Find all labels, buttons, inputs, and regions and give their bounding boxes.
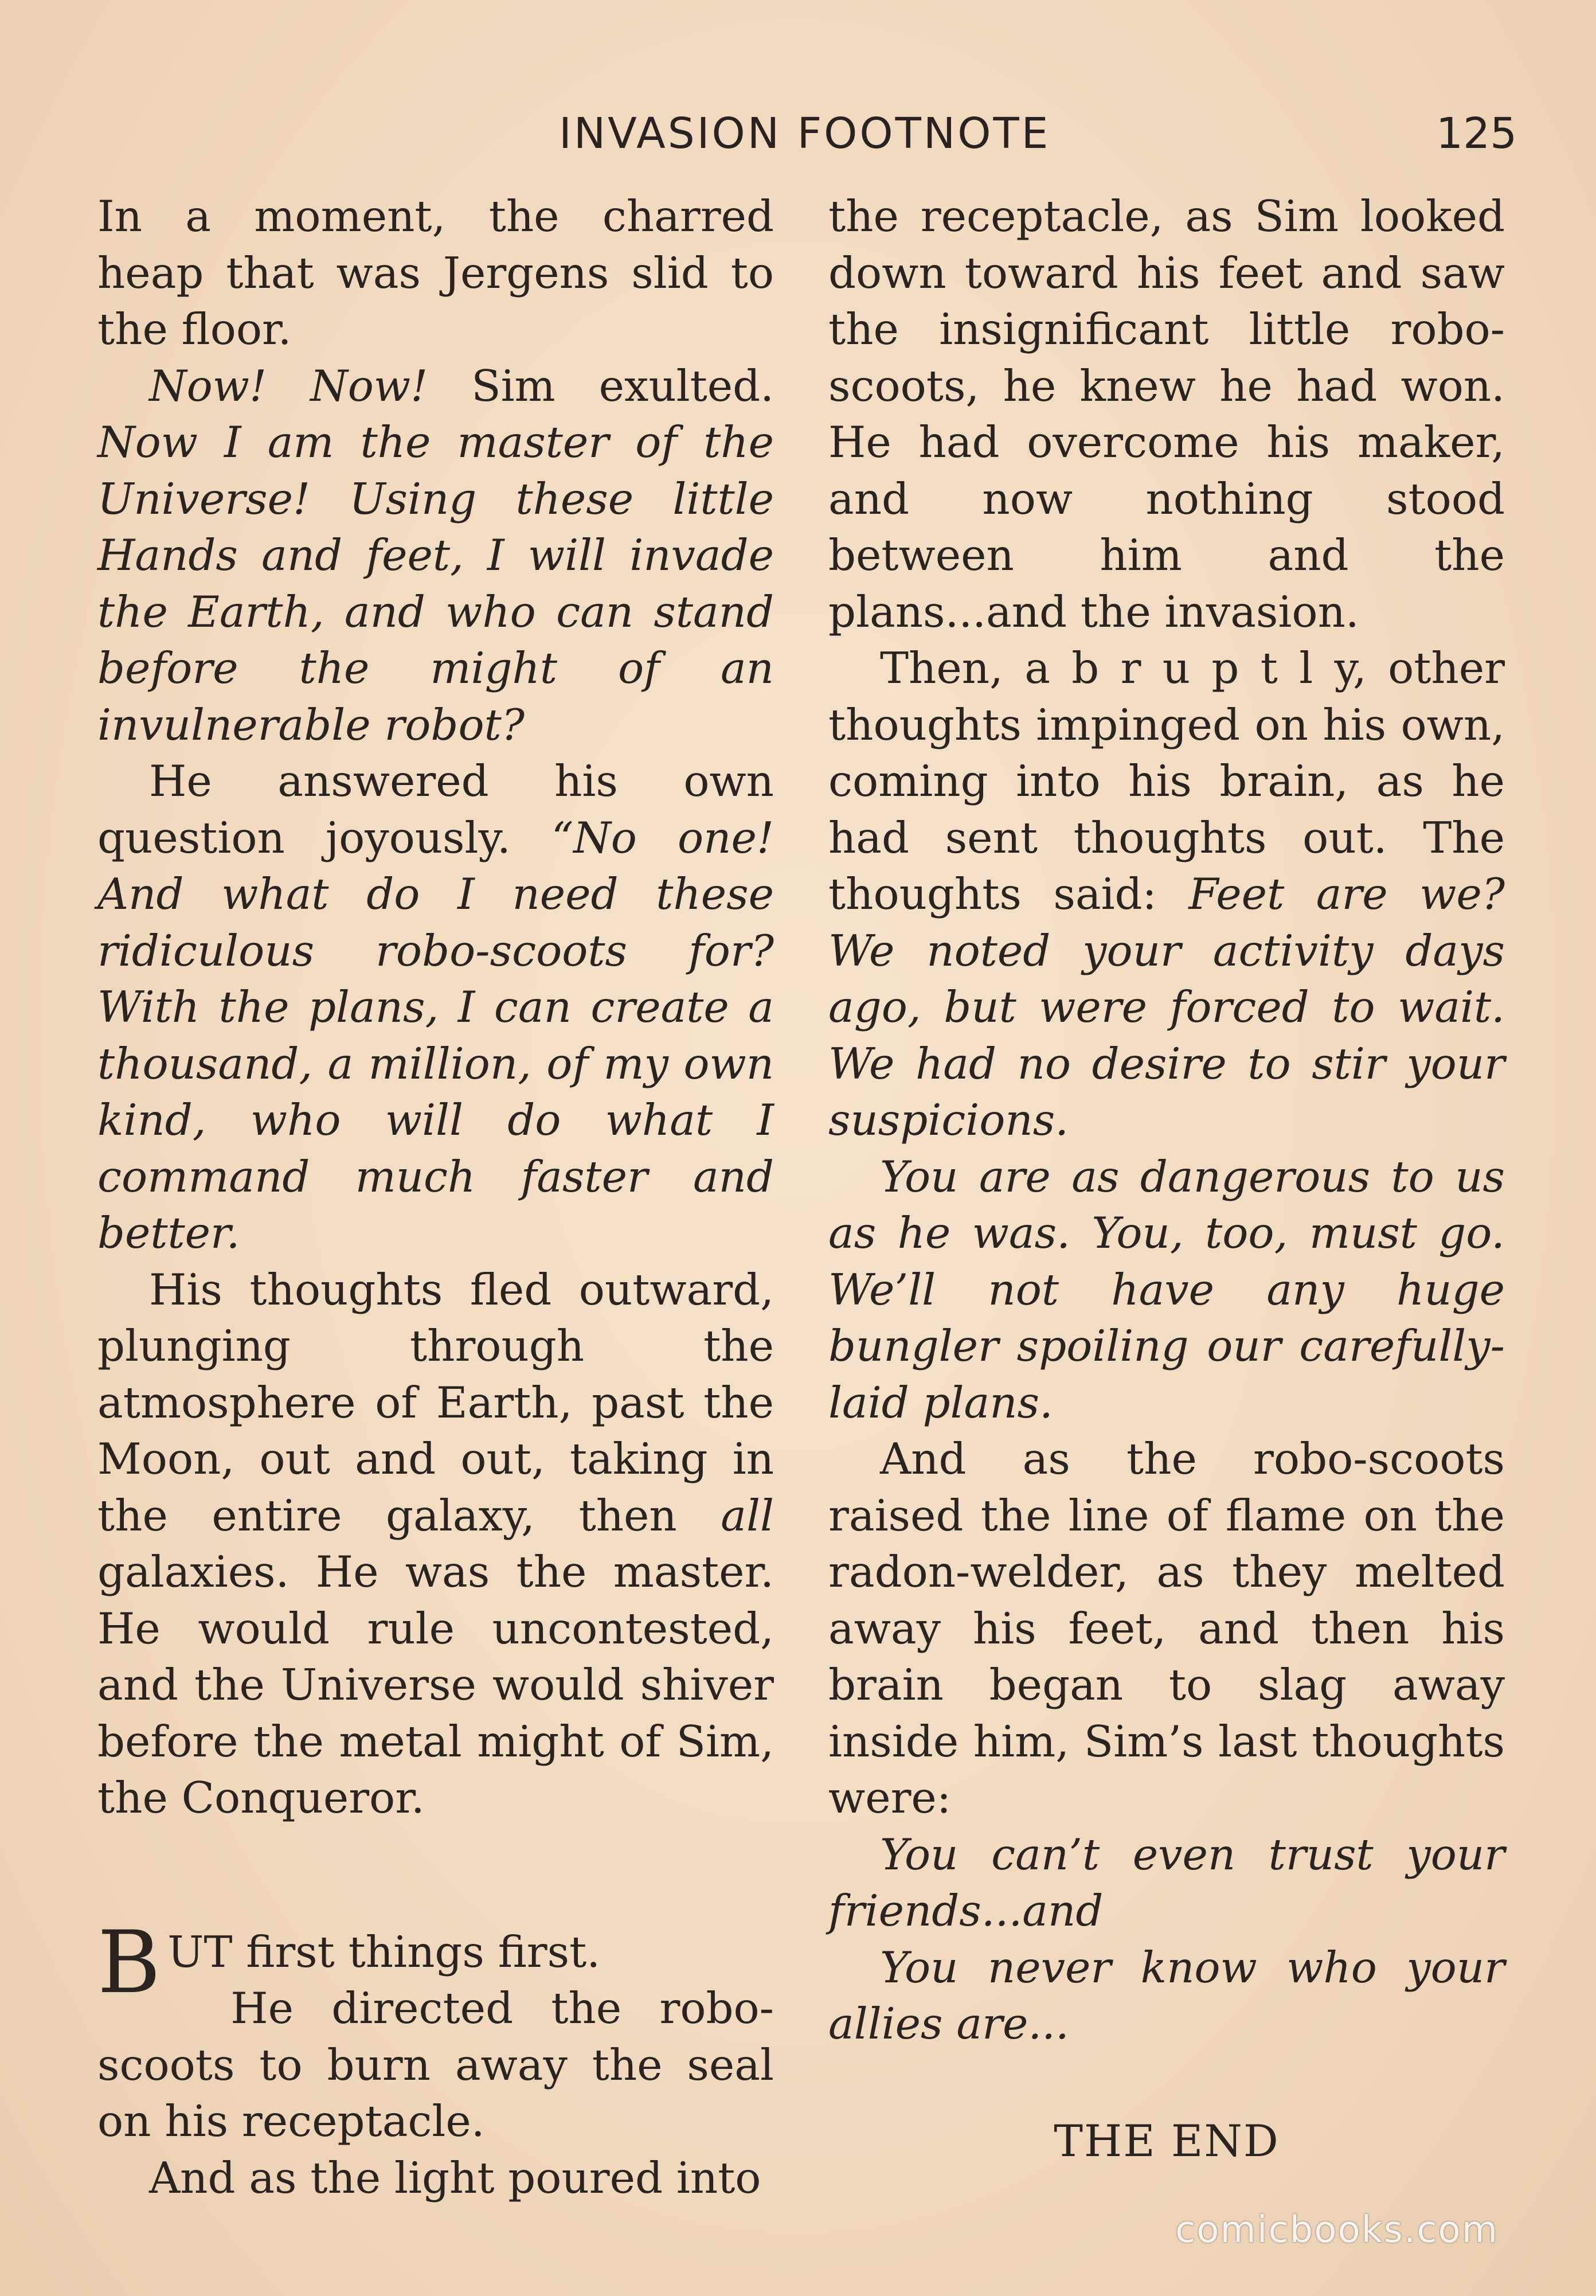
text: galaxies. He was the master. He would rule uncontested, and the Universe would shiver before the metal might of Sim, the Conqueror. [97,1547,774,1823]
drop-cap: B [97,1912,161,2013]
page-header [0,109,1596,161]
italic-text: Feet are we? We noted your activity days ago, but were forced to wait. We had no desire to stir your suspicions. [828,869,1505,1145]
running-title: INVASION FOOTNOTE [559,109,1051,158]
italic-text: Now! Now! [149,360,428,411]
text: He directed the robo-scoots to burn away the seal on his receptacle. [97,1983,774,2146]
page-number: 125 [1436,109,1517,158]
paragraph [828,640,1505,1149]
paragraph [97,753,774,1262]
paragraph [97,1262,774,1826]
the-end: THE END [1054,2115,1280,2166]
italic-text: “No one! And what do I need these ridiculous robo-scoots for? With the plans, I can create a thousand, a million, of my own kind, who will do what I command much faster and better. [97,812,774,1258]
paragraph: And as the light poured into [149,2152,761,2203]
right-column [828,188,1505,2166]
paragraph: the receptacle, as Sim looked down toward his feet and saw the insignificant little robo-scoots, he knew he had won. He had overcome his maker, and now nothing stood between him and the plans...and the invasion. [828,191,1505,637]
paragraph [97,358,774,753]
text: UT first things first. [167,1926,601,1977]
paragraph: And as the robo-scoots raised the line of flame on the radon-welder, as they melted away his feet, and then his brain began to slag away inside him, Sim’s last thoughts were: [828,1434,1505,1823]
left-column [97,188,774,2206]
text: His thoughts fled outward, plunging through the atmosphere of Earth, past the Moon, out and out, taking in the entire galaxy, then [97,1264,774,1541]
paragraph: You can’t even trust your friends...and [828,1829,1505,1936]
italic-text: all [721,1490,774,1541]
italic-text: Now I am the master of the Universe! Using these little Hands and feet, I will invade the Earth, and who can stand before the might of an invulnerable robot? [97,417,774,750]
paragraph: You are as dangerous to us as he was. You, too, must go. We’ll not have any huge bungler spoiling our carefully-laid plans. [828,1151,1505,1428]
paragraph: In a moment, the charred heap that was Jergens slid to the floor. [97,191,774,354]
paragraph [97,1912,774,2150]
paragraph: You never know who your allies are... [828,1942,1505,2049]
text: Then, a b r u p t l y, other thoughts impinged on his own, coming into his brain, as he had sent thoughts out. The thoughts said: [828,643,1505,919]
watermark: comicbooks.com [1175,2209,1499,2251]
text: He answered his own question joyously. [97,756,774,863]
text: Sim exulted. [428,360,774,411]
